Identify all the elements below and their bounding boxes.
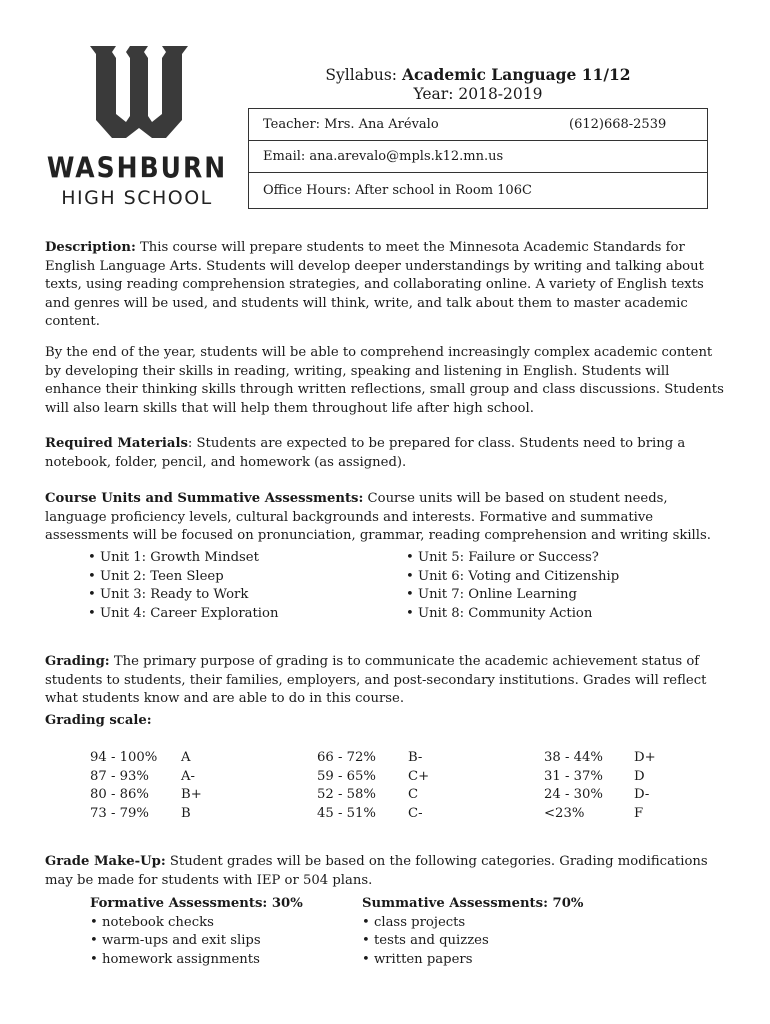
scale-range: 87 - 93% <box>90 768 149 784</box>
summative-assessments <box>362 895 583 969</box>
scale-grade: C+ <box>408 768 430 784</box>
makeup-text: Student grades will be based on the following categories. Grading modifications may be made for students with IEP or 504 plans. <box>45 854 708 888</box>
scale-grade: D+ <box>634 750 656 765</box>
grading-label: Grading: <box>45 654 110 670</box>
unit-item: • Unit 3: Ready to Work <box>88 587 249 602</box>
formative-item: • notebook checks <box>90 914 214 930</box>
unit-item: • Unit 4: Career Exploration <box>88 605 279 621</box>
summative-title: Summative Assessments: 70% <box>362 896 584 911</box>
scale-grade: A- <box>181 768 195 784</box>
scale-range: 73 - 79% <box>90 805 149 821</box>
scale-range: 59 - 65% <box>317 768 376 784</box>
scale-range: 45 - 51% <box>317 805 376 821</box>
description-paragraph <box>45 239 725 332</box>
formative-title: Formative Assessments: 30% <box>90 896 303 911</box>
scale-grade: A <box>181 750 191 765</box>
scale-grade: B <box>181 805 191 821</box>
teacher-email: Email: ana.arevalo@mpls.k12.mn.us <box>263 149 504 164</box>
teacher-phone: (612)668-2539 <box>569 117 667 132</box>
materials-paragraph <box>45 422 725 485</box>
summative-item: • class projects <box>362 914 466 930</box>
units-text: Course units will be based on student needs, language proficiency levels, cultural backgrounds and interests. Formative and summative assessments will be focused on pronunciation, grammar, reading comprehension and writing skills. <box>45 491 711 544</box>
formative-item: • warm-ups and exit slips <box>90 933 261 948</box>
scale-range: 31 - 37% <box>544 768 603 784</box>
office-hours-row <box>249 173 707 208</box>
unit-item: • Unit 7: Online Learning <box>406 587 577 602</box>
scale-grade: B- <box>408 750 423 765</box>
unit-list-left <box>88 549 278 623</box>
teacher-info-box <box>248 108 708 209</box>
syllabus-title <box>248 65 708 104</box>
scale-grade: B+ <box>181 787 202 802</box>
units-label: Course Units and Summative Assessments: <box>45 491 364 507</box>
materials-label: Required Materials <box>45 436 188 452</box>
outcomes-text: By the end of the year, students will be able to comprehend increasingly complex academic content by developing their skills in reading, writing, speaking and listening in English. Students will enhance their thinking skills through written reflections, small group and class discussions. Students will also learn skills that will help them throughout life after high school. <box>45 345 724 416</box>
school-logo <box>44 42 234 212</box>
scale-range: 66 - 72% <box>317 750 376 765</box>
grading-text: The primary purpose of grading is to communicate the academic achievement status of students to students, their families, employers, and post-secondary institutions. Grades will reflect what students know and are able to do in this course. <box>45 654 707 707</box>
grading-paragraph <box>45 640 725 722</box>
description-label: Description: <box>45 240 136 255</box>
makeup-paragraph <box>45 840 735 903</box>
unit-item: • Unit 8: Community Action <box>406 605 593 621</box>
unit-list-right <box>406 549 619 623</box>
scale-grade: C <box>408 787 419 802</box>
office-hours: Office Hours: After school in Room 106C <box>263 183 532 198</box>
materials-text: : Students are expected to be prepared for class. Students need to bring a notebook, folder, pencil, and homework (as assigned). <box>45 436 686 470</box>
description-text: This course will prepare students to meet the Minnesota Academic Standards for English Language Arts. Students will develop deeper understandings by writing and talking about texts, using reading comprehension strategies, and collaborating online. A variety of English texts and genres will be used, and students will think, write, and talk about them to master academic content. <box>45 240 704 329</box>
makeup-label: Grade Make-Up: <box>45 854 166 870</box>
unit-item: • Unit 5: Failure or Success? <box>406 550 599 565</box>
summative-item: • written papers <box>362 951 473 967</box>
outcomes-paragraph <box>45 331 725 431</box>
logo-school-label: HIGH SCHOOL <box>61 187 213 209</box>
scale-range: 24 - 30% <box>544 787 603 802</box>
title-prefix: Syllabus: <box>325 66 402 84</box>
scale-grade: C- <box>408 805 423 821</box>
formative-assessments <box>90 895 303 969</box>
washburn-w-icon <box>86 42 192 142</box>
school-year: Year: 2018-2019 <box>413 85 543 103</box>
summative-item: • tests and quizzes <box>362 933 489 948</box>
units-paragraph <box>45 477 725 559</box>
scale-range: 38 - 44% <box>544 750 603 765</box>
unit-item: • Unit 6: Voting and Citizenship <box>406 568 620 584</box>
scale-range: <23% <box>544 805 585 821</box>
scale-range: 94 - 100% <box>90 750 158 765</box>
course-name: Academic Language 11/12 <box>401 65 631 84</box>
grading-scale-title: Grading scale: <box>45 713 152 728</box>
scale-grade: D <box>634 768 645 784</box>
scale-grade: F <box>634 805 644 821</box>
unit-item: • Unit 2: Teen Sleep <box>88 568 224 584</box>
email-row <box>249 141 707 173</box>
teacher-name: Teacher: Mrs. Ana Arévalo <box>263 117 439 132</box>
teacher-row <box>249 109 707 141</box>
scale-range: 80 - 86% <box>90 787 149 802</box>
logo-wordmark: WASHBURN <box>46 150 228 185</box>
unit-item: • Unit 1: Growth Mindset <box>88 550 259 565</box>
scale-grade: D- <box>634 787 650 802</box>
formative-item: • homework assignments <box>90 951 260 967</box>
scale-range: 52 - 58% <box>317 787 376 802</box>
